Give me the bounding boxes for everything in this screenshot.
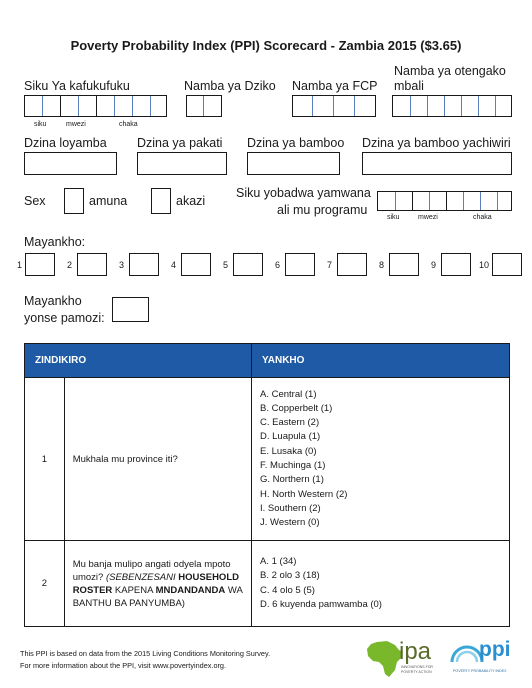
ipa-tagline-2: POVERTY ACTION: [401, 670, 432, 674]
second-father-name-field[interactable]: [362, 152, 512, 175]
answers-label: Mayankho:: [24, 235, 86, 249]
date-year-sub: chaka: [119, 121, 138, 128]
answer-option[interactable]: B. Copperbelt (1): [260, 402, 333, 414]
house-number-field[interactable]: [186, 95, 222, 117]
question-number: 2: [25, 541, 65, 627]
date-day-sub: siku: [34, 121, 47, 128]
second-father-name-label: Dzina ya bamboo yachiwiri: [362, 136, 511, 150]
female-checkbox[interactable]: [151, 188, 171, 214]
sex-label: Sex: [24, 194, 46, 208]
participant-number-field[interactable]: [392, 95, 512, 117]
answer-box-9[interactable]: [441, 253, 471, 276]
question-number: 1: [25, 378, 65, 541]
answer-number-4: 4: [171, 260, 177, 270]
male-checkbox[interactable]: [64, 188, 84, 214]
answers-column-header: YANKHO: [252, 344, 510, 378]
father-name-label: Dzina ya bamboo: [247, 136, 345, 150]
female-label: akazi: [176, 194, 206, 208]
middle-name-label: Dzina ya pakati: [137, 136, 223, 150]
participant-number-label-1: Namba ya otengako: [394, 64, 506, 78]
answer-number-7: 7: [327, 260, 333, 270]
answer-number-6: 6: [275, 260, 281, 270]
enrollment-date-label-2: ali mu programu: [277, 203, 368, 217]
indicator-column-header: ZINDIKIRO: [25, 344, 252, 378]
scorecard-table: [24, 343, 510, 627]
enroll-year-sub: chaka: [473, 214, 492, 221]
question-instruction-bold: HOUSEHOLD ROSTER: [72, 571, 239, 596]
question-instruction-bold: MNDANDANDA: [155, 584, 226, 596]
answer-number-8: 8: [379, 260, 385, 270]
answer-option[interactable]: D. 6 kuyenda pamwamba (0): [260, 598, 382, 610]
answer-option[interactable]: C. 4 olo 5 (5): [260, 584, 315, 596]
answer-number-2: 2: [67, 260, 73, 270]
table-row: [25, 378, 510, 541]
answer-box-8[interactable]: [389, 253, 419, 276]
enrollment-date-field[interactable]: [377, 191, 512, 211]
ipa-logo-text: ipa: [399, 638, 432, 665]
question-text-part: Mu banja mulipo angati odyela mpoto umozi?: [72, 558, 231, 583]
answer-box-1[interactable]: [25, 253, 55, 276]
answer-option[interactable]: F. Muchinga (1): [260, 460, 326, 471]
answer-options: [252, 378, 510, 541]
total-label-2: yonse pamozi:: [24, 311, 105, 325]
answer-option[interactable]: A. 1 (34): [260, 555, 297, 567]
survey-date-field[interactable]: [24, 95, 167, 117]
answer-option[interactable]: J. Western (0): [260, 517, 320, 529]
ppi-logo: [449, 640, 519, 680]
answer-number-3: 3: [119, 260, 125, 270]
enroll-month-sub: mwezi: [418, 214, 438, 221]
fcp-number-field[interactable]: [292, 95, 376, 117]
ppi-logo-text: ppi: [479, 638, 511, 661]
father-name-field[interactable]: [247, 152, 340, 175]
question-text-part: KAPENA: [112, 584, 156, 596]
middle-name-field[interactable]: [137, 152, 227, 175]
first-name-label: Dzina loyamba: [24, 136, 107, 150]
answer-box-6[interactable]: [285, 253, 315, 276]
answer-box-10[interactable]: [492, 253, 522, 276]
answer-option[interactable]: D. Luapula (1): [260, 431, 321, 443]
answer-number-10: 10: [479, 260, 490, 270]
ipa-logo: [365, 640, 439, 680]
enrollment-date-label-1: Siku yobadwa yamwana: [236, 186, 371, 200]
total-score-field[interactable]: [112, 297, 149, 322]
answer-option[interactable]: I. Southern (2): [260, 502, 321, 514]
table-row: [25, 541, 510, 627]
answer-option[interactable]: G. Northern (1): [260, 474, 324, 486]
answer-option[interactable]: C. Eastern (2): [260, 417, 320, 429]
question-text: Mukhala mu province iti?: [64, 378, 251, 541]
question-text: [64, 541, 251, 627]
footer-source: This PPI is based on data from the 2015 Living Conditions Monitoring Survey.: [20, 649, 271, 658]
answer-number-5: 5: [223, 260, 229, 270]
answer-box-2[interactable]: [77, 253, 107, 276]
answer-number-9: 9: [431, 260, 437, 270]
answer-box-7[interactable]: [337, 253, 367, 276]
answer-box-4[interactable]: [181, 253, 211, 276]
answer-option[interactable]: B. 2 olo 3 (18): [260, 570, 320, 582]
participant-number-label-2: mbali: [394, 79, 424, 93]
answer-option[interactable]: E. Lusaka (0): [260, 445, 317, 457]
ipa-tagline-1: INNOVATIONS FOR: [401, 665, 433, 669]
house-number-label: Namba ya Dziko: [184, 79, 276, 93]
question-instruction: (SEBENZESANI: [105, 571, 179, 583]
answer-option[interactable]: H. North Western (2): [260, 488, 348, 500]
answer-number-1: 1: [17, 260, 23, 270]
answer-box-5[interactable]: [233, 253, 263, 276]
ppi-tagline: POVERTY PROBABILITY INDEX: [453, 669, 507, 673]
male-label: amuna: [89, 194, 128, 208]
answer-option[interactable]: A. Central (1): [260, 388, 317, 400]
fcp-number-label: Namba ya FCP: [292, 79, 378, 93]
answer-box-3[interactable]: [129, 253, 159, 276]
date-month-sub: mwezi: [66, 121, 86, 128]
enroll-day-sub: siku: [387, 214, 400, 221]
question-text-part: WA BANTHU BA PANYUMBA): [72, 584, 243, 609]
answer-options: [252, 541, 510, 627]
footer-info: For more information about the PPI, visit www.povertyindex.org.: [20, 661, 227, 670]
survey-date-label: Siku Ya kafukufuku: [24, 79, 130, 93]
total-label-1: Mayankho: [24, 294, 82, 308]
first-name-field[interactable]: [24, 152, 117, 175]
page-title: Poverty Probability Index (PPI) Scorecard - Zambia 2015 ($3.65): [70, 38, 462, 53]
